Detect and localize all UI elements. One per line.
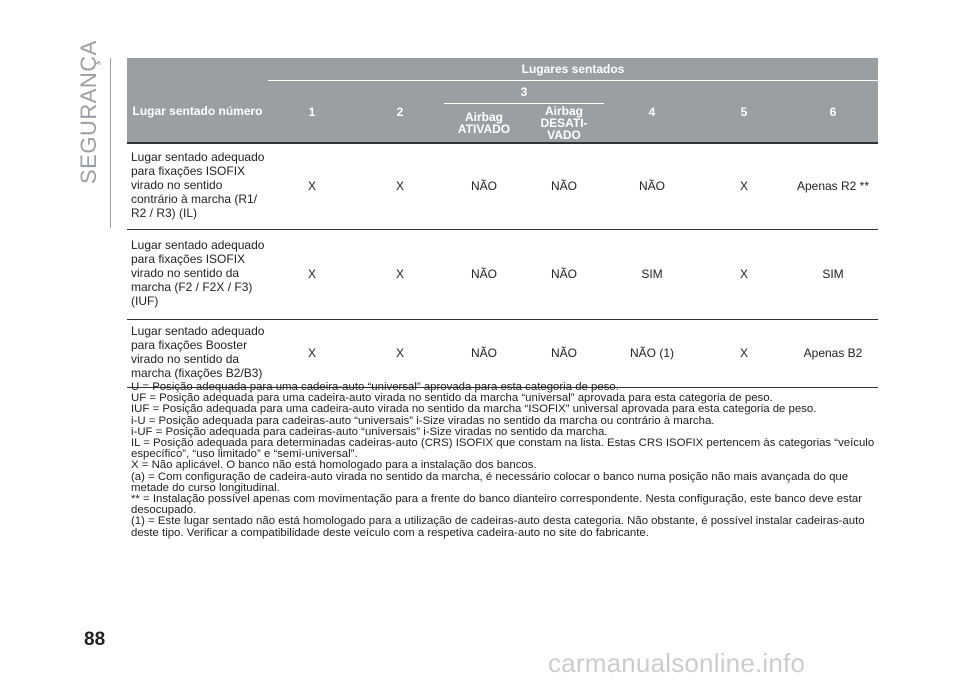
table-cell: NÃO <box>444 319 524 387</box>
legend-note: i-U = Posição adequada para cadeiras-auto “universais” i-Size viradas no sentido da marcha ou contrário à marcha. <box>131 414 715 427</box>
table-cell: X <box>356 229 444 319</box>
table-cell: X <box>268 143 356 229</box>
table-cell: NÃO <box>524 143 604 229</box>
column-header-2: 2 <box>356 81 444 144</box>
row-label: Lugar sentado adequado para fixações ISOFIX virado no sentido contrário à marcha (R1/ R2 / R3) (IL) <box>127 143 268 229</box>
legend-notes <box>131 382 876 539</box>
legend-note: UF = Posição adequada para uma cadeira-auto virada no sentido da marcha “universal” aprovada para esta categoria de peso. <box>131 392 773 405</box>
legend-note: IUF = Posição adequada para uma cadeira-auto virada no sentido da marcha “ISOFIX” universal aprovada para esta categoria de peso. <box>131 403 817 416</box>
table-row <box>127 143 878 229</box>
table-cell: X <box>700 229 788 319</box>
table-cell: NÃO <box>604 143 700 229</box>
column-header-4: 4 <box>604 81 700 144</box>
table-row <box>127 319 878 387</box>
row-header: Lugar sentado número <box>127 81 268 144</box>
column-header-6: 6 <box>788 81 878 144</box>
header-spacer <box>127 58 268 81</box>
legend-note: X = Não aplicável. O banco não está homologado para a instalação dos bancos. <box>131 459 537 472</box>
table-title: Lugares sentados <box>268 58 878 81</box>
table-cell: NÃO <box>444 143 524 229</box>
legend-note: i-UF = Posição adequada para cadeiras-auto “universais” i-Size viradas no sentido da marcha. <box>131 425 608 438</box>
table-cell: Apenas B2 <box>788 319 878 387</box>
table-cell: X <box>356 143 444 229</box>
section-divider <box>110 58 111 228</box>
page-number: 88 <box>84 629 106 650</box>
column-header-3-airbag-off: Airbag DESATI- VADO <box>524 104 604 144</box>
table-cell: NÃO <box>524 229 604 319</box>
row-label: Lugar sentado adequado para fixações ISOFIX virado no sentido da marcha (F2 / F2X / F3) (IUF) <box>127 229 268 319</box>
column-header-5: 5 <box>700 81 788 144</box>
table-cell: SIM <box>788 229 878 319</box>
table-cell: NÃO <box>444 229 524 319</box>
table-cell: Apenas R2 ** <box>788 143 878 229</box>
legend-note: U = Posição adequada para uma cadeira-auto “universal” aprovada para esta categoria de peso. <box>131 381 619 393</box>
table-row <box>127 229 878 319</box>
legend-note: ** = Instalação possível apenas com movimentação para a frente do banco dianteiro correspondente. Nesta configuração, este banco deve estar desocupado. <box>131 493 863 517</box>
watermark: carmanualsonline.info <box>548 648 806 678</box>
seating-table <box>127 58 878 388</box>
table-cell: NÃO <box>524 319 604 387</box>
column-header-3-airbag-on: Airbag ATIVADO <box>444 104 524 144</box>
legend-note: IL = Posição adequada para determinadas cadeiras-auto (CRS) ISOFIX que constam na lista. Estas CRS ISOFIX pertencem às categorias “veículo específico”, “uso limitado” e “semi-universal”. <box>131 437 875 461</box>
legend-note: (a) = Com configuração de cadeira-auto virada no sentido da marcha, é necessário colocar o banco numa posição não mais avançada do que metade do curso longitudinal. <box>131 470 849 494</box>
column-header-3: 3 <box>444 81 604 104</box>
section-title: SEGURANÇA <box>76 40 101 184</box>
table-cell: X <box>268 229 356 319</box>
table-cell: NÃO (1) <box>604 319 700 387</box>
table-cell: SIM <box>604 229 700 319</box>
legend-note: (1) = Este lugar sentado não está homologado para a utilização de cadeiras-auto desta categoria. Não obstante, é possível instalar cadeiras-auto deste tipo. Verificar a compatibilidade deste veículo com a respetiva cadeira-auto no site do fabricante. <box>131 515 865 539</box>
table-cell: X <box>700 143 788 229</box>
table-cell: X <box>700 319 788 387</box>
row-label: Lugar sentado adequado para fixações Booster virado no sentido da marcha (fixações B2/B3) <box>127 319 268 387</box>
table-cell: X <box>268 319 356 387</box>
table-cell: X <box>356 319 444 387</box>
column-header-1: 1 <box>268 81 356 144</box>
